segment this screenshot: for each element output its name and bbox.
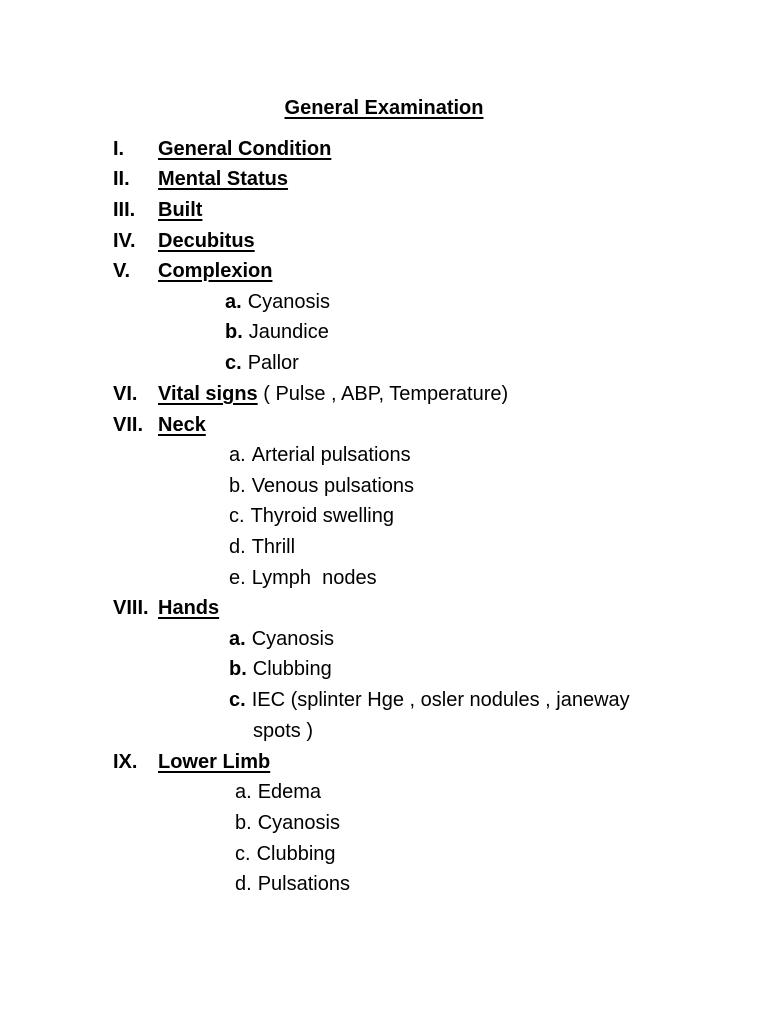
section-numeral: IX. bbox=[113, 751, 138, 773]
section-numeral: III. bbox=[113, 199, 136, 221]
section-heading: Decubitus bbox=[158, 230, 255, 252]
section-heading-suffix: ( Pulse , ABP, Temperature) bbox=[257, 383, 509, 405]
section-numeral: II. bbox=[113, 168, 130, 190]
page-title: General Examination bbox=[284, 97, 484, 119]
section-numeral: I. bbox=[113, 138, 125, 160]
section-heading: Neck bbox=[158, 414, 206, 436]
section-heading: Mental Status bbox=[158, 168, 289, 190]
section-numeral: IV. bbox=[113, 230, 136, 252]
section-heading: Hands bbox=[158, 597, 220, 619]
section-heading: Complexion bbox=[158, 260, 273, 282]
section-numeral: VIII. bbox=[113, 597, 149, 619]
section-numeral: VII. bbox=[113, 414, 144, 436]
document-page: General Examination I. General Condition II. Mental Status III. Built IV. Decubitus V. Complexion a. Cyanosis b. Jaundice c. Pallor VI. Vital signs ( Pulse , ABP, Temperature) VII. Neck a. Arterial pulsations b. Venous pulsations c. Thyroid swelling d. Thrill e. Lymph nodes VIII. Hands a. Cyanosis b. Clubbing c. IEC (splinter Hge , osler nodules , janeway spots ) IX. Lower Limb a. Edema b. Cyanosis c. Clubbing d. Pulsations bbox=[0, 0, 768, 1024]
section-heading: Built bbox=[158, 199, 203, 221]
section-heading: Lower Limb bbox=[158, 751, 271, 773]
section-heading: General Condition bbox=[158, 138, 332, 160]
section-heading: Vital signs ( Pulse , ABP, Temperature) bbox=[158, 383, 509, 405]
section-numeral: V. bbox=[113, 260, 131, 282]
section-numeral: VI. bbox=[113, 383, 138, 405]
